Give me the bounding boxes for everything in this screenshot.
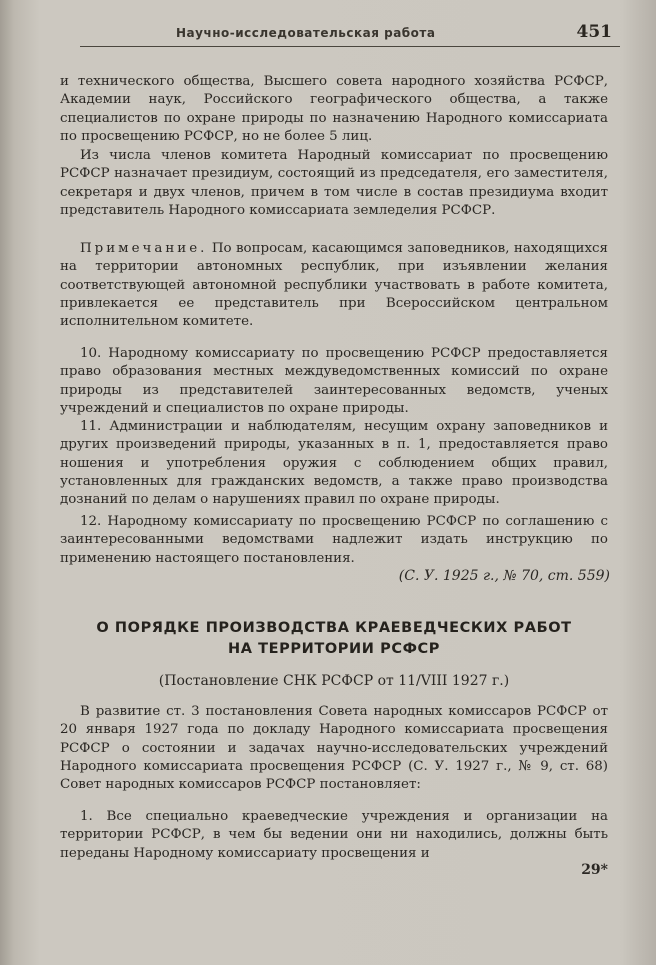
note-block: [60, 240, 608, 331]
intro-paragraph-text: В развитие ст. 3 постановления Совета народных комиссаров РСФСР от 20 января 1927 года по докладу Народного комиссариата просвещения РСФСР о состоянии и задачах научно-исследовательских учреждений Народного комиссариата просвещения РСФСР (С. У. 1927 г., № 9, ст. 68) Совет народных комиссаров РСФСР постановляет:: [60, 704, 608, 793]
header-rule: [80, 46, 620, 47]
presidium-paragraph: [60, 147, 608, 220]
article-12-text: 12. Народному комиссариату по просвещению РСФСР по соглашению с заинтересованными ведомствами надлежит издать инструкцию по применению настоящего постановления.: [60, 514, 608, 566]
note-label: Примечание.: [80, 241, 208, 256]
running-title: Научно-исследовательская работа: [176, 26, 436, 40]
article-10: [60, 345, 608, 418]
article-11-text: 11. Администрации и наблюдателям, несущим охрану заповедников и других произведений природы, указанных в п. 1, предоставляется право ношения и употребления оружия с соблюдением общих правил, установленных для гражданских ведомств, а также право производства дознаний по делам о нарушениях правил по охране природы.: [60, 419, 608, 508]
presidium-paragraph-text: Из числа членов комитета Народный комиссариат по просвещению РСФСР назначает президиум, состоящий из председателя, его заместителя, секретаря и двух членов, причем в том числе в состав президиума входит представитель Народного комиссариата земледелия РСФСР.: [60, 148, 608, 218]
section-title-line2: НА ТЕРРИТОРИИ РСФСР: [227, 641, 441, 657]
continued-paragraph: [60, 73, 608, 146]
section-subtitle: (Постановление СНК РСФСР от 11/VIII 1927 г.): [158, 673, 510, 689]
citation: (С. У. 1925 г., № 70, ст. 559): [398, 568, 610, 584]
article-10-text: 10. Народному комиссариату по просвещению РСФСР предоставляется право образования местных междуведомственных комиссий по охране природы из представителей заинтересованных ведомств, ученых учреждений и специалистов по охране природы.: [60, 346, 608, 416]
signature-mark: 29*: [581, 862, 608, 878]
article-11: [60, 418, 608, 509]
note-paragraph: [60, 240, 608, 331]
article-1: [60, 808, 608, 863]
article-1-text: 1. Все специально краеведческие учреждения и организации на территории РСФСР, в чем бы ведении они ни находились, должны быть переданы Народному комиссариату просвещения и: [60, 809, 608, 861]
page-number: 451: [576, 22, 612, 42]
section-title-line1: О ПОРЯДКЕ ПРОИЗВОДСТВА КРАЕВЕДЧЕСКИХ РАБОТ: [96, 620, 572, 636]
intro-paragraph: [60, 703, 608, 794]
continued-paragraph-text: и технического общества, Высшего совета народного хозяйства РСФСР, Академии наук, Российского географического общества, а также специалистов по охране природы по назначению Народного комиссариата по просвещению РСФСР, но не более 5 лиц.: [60, 74, 608, 144]
running-header: [80, 22, 620, 48]
note-text: По вопросам, касающимся заповедников, находящихся на территории автономных республик, при изъявлении желания соответствующей автономной республики участвовать в работе комитета, привлекается ее представитель при Всероссийском центральном исполнительном комитете.: [60, 241, 608, 330]
article-12: [60, 513, 608, 568]
